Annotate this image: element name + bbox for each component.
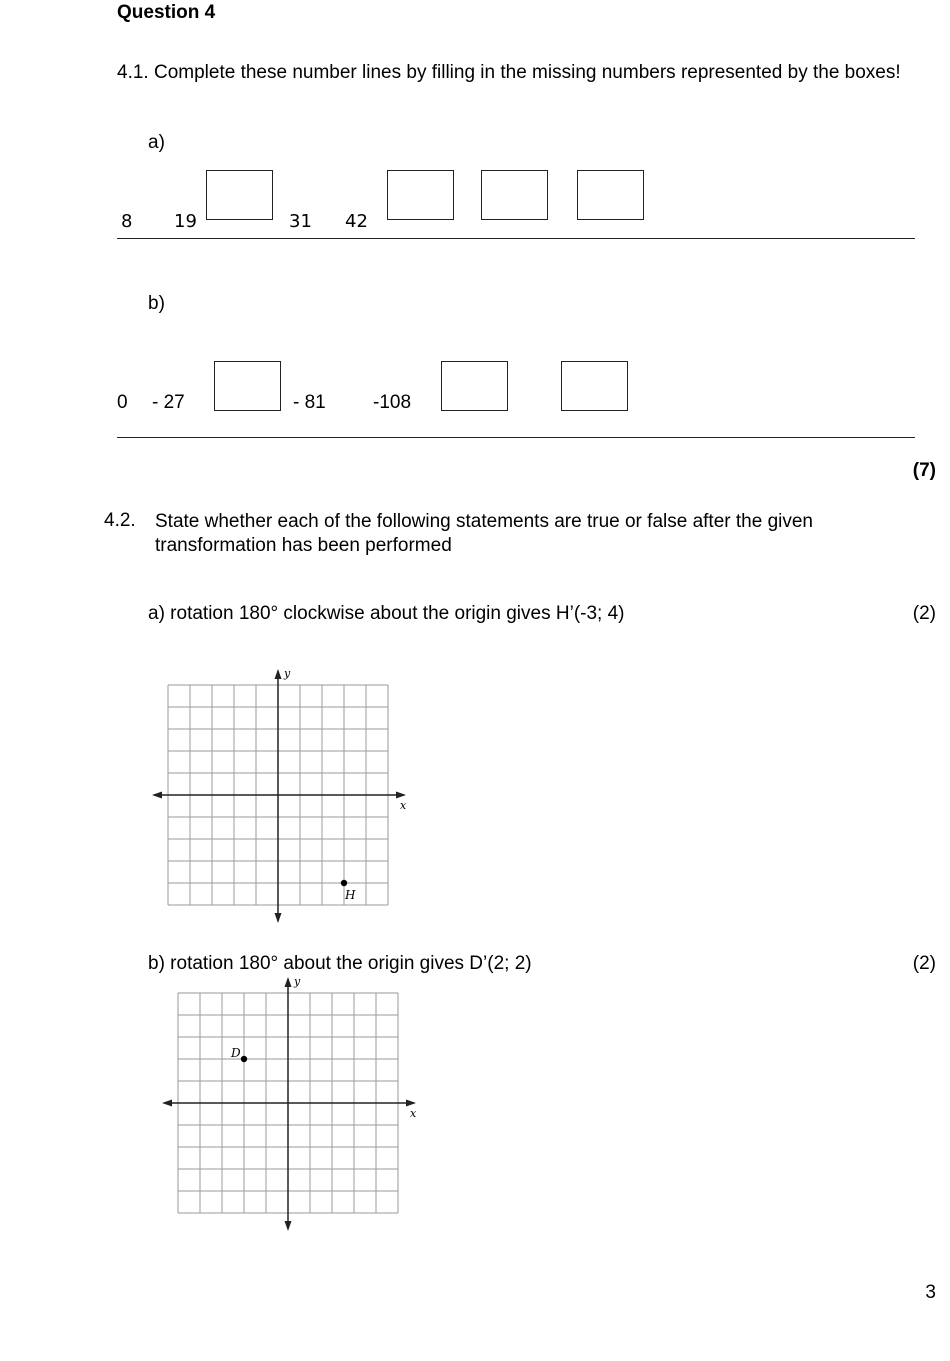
- q41a-answer-box[interactable]: [206, 170, 273, 220]
- q41a-number: 8: [121, 211, 133, 232]
- q42b-statement: b) rotation 180° about the origin gives D’(2; 2): [148, 953, 532, 974]
- x-axis-label: x: [400, 799, 407, 812]
- q41b-number: - 27: [152, 392, 185, 413]
- q41b-label: b): [148, 293, 165, 314]
- y-axis-label: y: [284, 667, 291, 680]
- q41b-number: -108: [373, 392, 412, 413]
- q41a-answer-box[interactable]: [577, 170, 644, 220]
- point-d-label: D: [231, 1046, 241, 1060]
- question-heading: Question 4: [117, 2, 216, 23]
- q41b-answer-box[interactable]: [214, 361, 281, 411]
- point-h: [341, 880, 347, 886]
- q42-number: 4.2.: [104, 510, 136, 531]
- q41a-number: 42: [345, 211, 368, 232]
- y-axis-label: y: [294, 975, 301, 988]
- q41a-number-line: [117, 238, 915, 239]
- q41a-answer-box[interactable]: [481, 170, 548, 220]
- q42a-statement: a) rotation 180° clockwise about the origin gives H’(-3; 4): [148, 603, 625, 624]
- point-h-label: H: [345, 888, 356, 902]
- q42a-coordinate-grid: [140, 660, 430, 930]
- q41a-number: 31: [289, 211, 312, 232]
- q41b-answer-box[interactable]: [561, 361, 628, 411]
- q41b-number: - 81: [293, 392, 326, 413]
- point-d: [241, 1056, 247, 1062]
- x-axis-label: x: [410, 1107, 417, 1120]
- q42-instruction: State whether each of the following statements are true or false after the given transformation has been performed: [155, 511, 813, 556]
- q41b-number-line: [117, 437, 915, 438]
- q42b-coordinate-grid: [150, 968, 440, 1238]
- q41-instruction: 4.1. Complete these number lines by filling in the missing numbers represented by the boxes!: [117, 62, 901, 83]
- q41a-label: a): [148, 132, 165, 153]
- q42b-marks: (2): [912, 953, 936, 974]
- q41a-number: 19: [174, 211, 197, 232]
- q42a-marks: (2): [912, 603, 936, 624]
- q41b-answer-box[interactable]: [441, 361, 508, 411]
- page-number: 3: [925, 1282, 936, 1303]
- q41a-answer-box[interactable]: [387, 170, 454, 220]
- q41b-number: 0: [117, 392, 128, 413]
- q41-marks: (7): [912, 460, 936, 481]
